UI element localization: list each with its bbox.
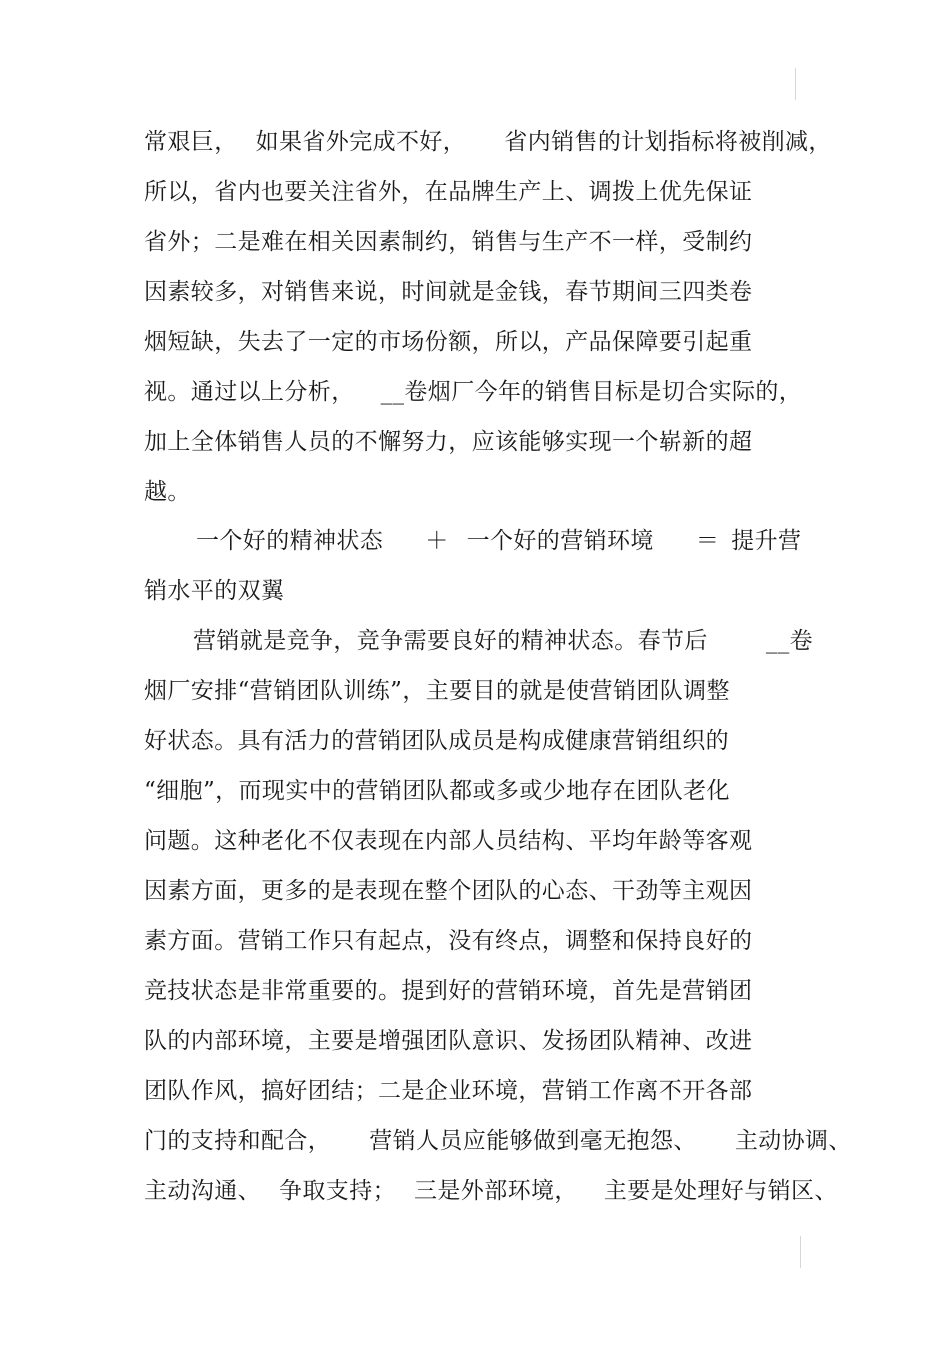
heading-segment: 提升营 [731, 528, 802, 554]
text-line-16 [144, 976, 752, 1006]
heading-line-1 [196, 526, 801, 556]
text-segment: 好状态。具有活力的营销团队成员是构成健康营销组织的 [144, 728, 729, 754]
text-line-9 [193, 626, 813, 656]
text-line-17 [144, 1026, 752, 1056]
text-segment: 问题。这种老化不仅表现在内部人员结构、平均年龄等客观 [144, 828, 753, 854]
text-segment: 营销就是竞争，竞争需要良好的精神状态。春节后 [193, 628, 708, 654]
text-segment: 加上全体销售人员的不懈努力，应该能够实现一个崭新的超 [144, 429, 753, 455]
text-segment: 常艰巨， [144, 129, 238, 155]
text-line-6 [144, 377, 802, 407]
equals-symbol: ＝ [695, 528, 720, 554]
text-line-3 [144, 227, 752, 257]
heading-segment: 一个好的精神状态 [196, 528, 384, 554]
margin-rule-bottom [800, 1236, 801, 1268]
text-line-5 [144, 327, 752, 357]
text-line-13 [144, 826, 752, 856]
text-segment: 视。通过以上分析， [144, 379, 355, 405]
text-segment: 竞技状态是非常重要的。提到好的营销环境，首先是营销团 [144, 978, 753, 1004]
text-segment: 门的支持和配合， [144, 1128, 332, 1154]
text-line-18 [144, 1076, 752, 1106]
heading-segment: 一个好的营销环境 [466, 528, 654, 554]
text-segment: 主动协调、 [734, 1128, 852, 1154]
text-segment: “细胞”，而现实中的营销团队都或多或少地存在团队老化 [144, 778, 730, 804]
text-segment: 所以，省内也要关注省外，在品牌生产上、调拨上优先保证 [144, 179, 753, 205]
text-line-7 [144, 427, 752, 457]
text-segment: 三是外部环境， [414, 1178, 578, 1204]
text-line-8 [144, 477, 191, 507]
text-segment: 越。 [144, 479, 191, 505]
text-segment: 因素较多，对销售来说，时间就是金钱，春节期间三四类卷 [144, 279, 753, 305]
text-segment: 营销人员应能够做到毫无抱怨、 [369, 1128, 697, 1154]
text-segment: __卷 [765, 628, 814, 654]
text-segment: 素方面。营销工作只有起点，没有终点，调整和保持良好的 [144, 928, 753, 954]
text-line-19 [144, 1126, 852, 1156]
text-line-20 [144, 1176, 838, 1206]
text-line-15 [144, 926, 752, 956]
text-segment: __卷烟厂今年的销售目标是切合实际的， [380, 379, 803, 405]
text-line-10 [144, 676, 730, 706]
text-line-1 [144, 127, 832, 157]
text-segment: 争取支持； [279, 1178, 396, 1204]
text-segment: 省外；二是难在相关因素制约，销售与生产不一样，受制约 [144, 229, 753, 255]
margin-rule-top [795, 68, 796, 100]
text-segment: 烟厂安排“营销团队训练”，主要目的就是使营销团队调整 [144, 678, 730, 704]
heading-segment: 销水平的双翼 [144, 578, 285, 604]
plus-symbol: ＋ [425, 528, 449, 554]
text-segment: 主动沟通、 [144, 1178, 261, 1204]
text-line-4 [144, 277, 752, 307]
text-segment: 烟短缺，失去了一定的市场份额，所以，产品保障要引起重 [144, 329, 753, 355]
text-segment: 主要是处理好与销区、 [603, 1178, 838, 1204]
text-segment: 队的内部环境，主要是增强团队意识、发扬团队精神、改进 [144, 1028, 753, 1054]
heading-line-2 [144, 576, 284, 606]
text-line-2 [144, 177, 752, 207]
text-line-12 [144, 776, 730, 806]
text-line-11 [144, 726, 729, 756]
text-line-14 [144, 876, 752, 906]
text-segment: 省内销售的计划指标将被削减， [504, 129, 832, 155]
text-segment: 因素方面，更多的是表现在整个团队的心态、干劲等主观因 [144, 878, 753, 904]
text-segment: 如果省外完成不好， [255, 129, 467, 155]
text-segment: 团队作风，搞好团结；二是企业环境，营销工作离不开各部 [144, 1078, 753, 1104]
